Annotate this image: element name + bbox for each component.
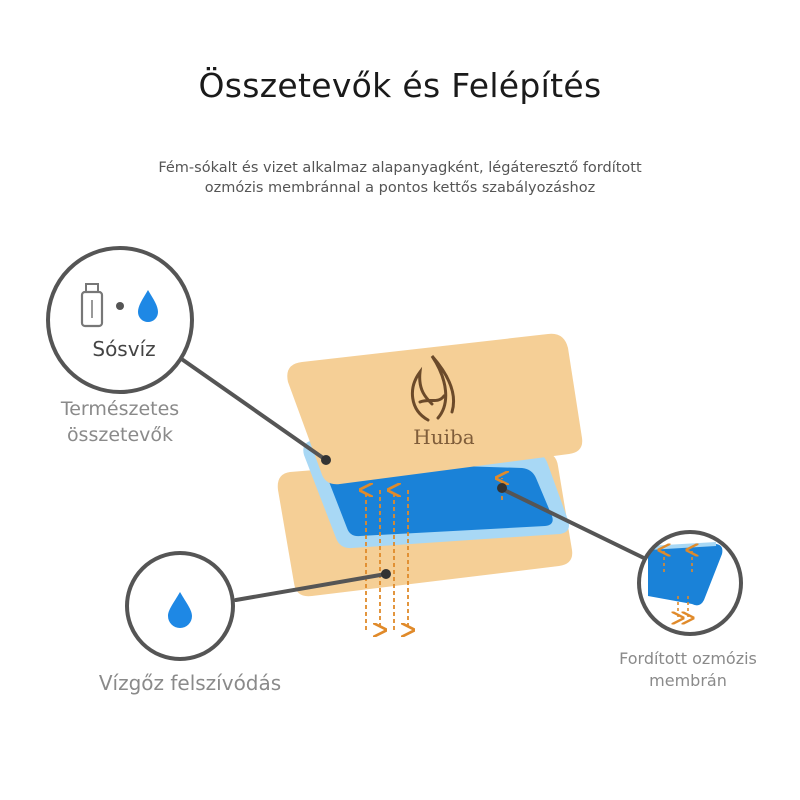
salt-water-caption [40, 396, 200, 448]
membrane-caption-line-2: membrán [649, 671, 727, 690]
plus-dot-icon [116, 302, 124, 310]
vapor-caption: Vízgőz felszívódás [98, 671, 282, 695]
salt-water-label: Sósvíz [92, 337, 156, 361]
subtitle-line-1: Fém-sókalt és vizet alkalmaz alapanyagként, légáteresztő fordított [158, 160, 642, 176]
salt-water-caption-line-2: összetevők [66, 424, 174, 446]
salt-water-caption-line-1: Természetes [60, 398, 180, 420]
membrane-caption-line-1: Fordított ozmózis [619, 649, 757, 668]
subtitle-line-2: ozmózis membránnal a pontos kettős szabályozáshoz [204, 180, 596, 196]
page-title: Összetevők és Felépítés [198, 66, 602, 105]
membrane-caption [598, 648, 778, 692]
brand-name: Huiba [413, 425, 475, 449]
salt-water-circle [48, 248, 192, 392]
